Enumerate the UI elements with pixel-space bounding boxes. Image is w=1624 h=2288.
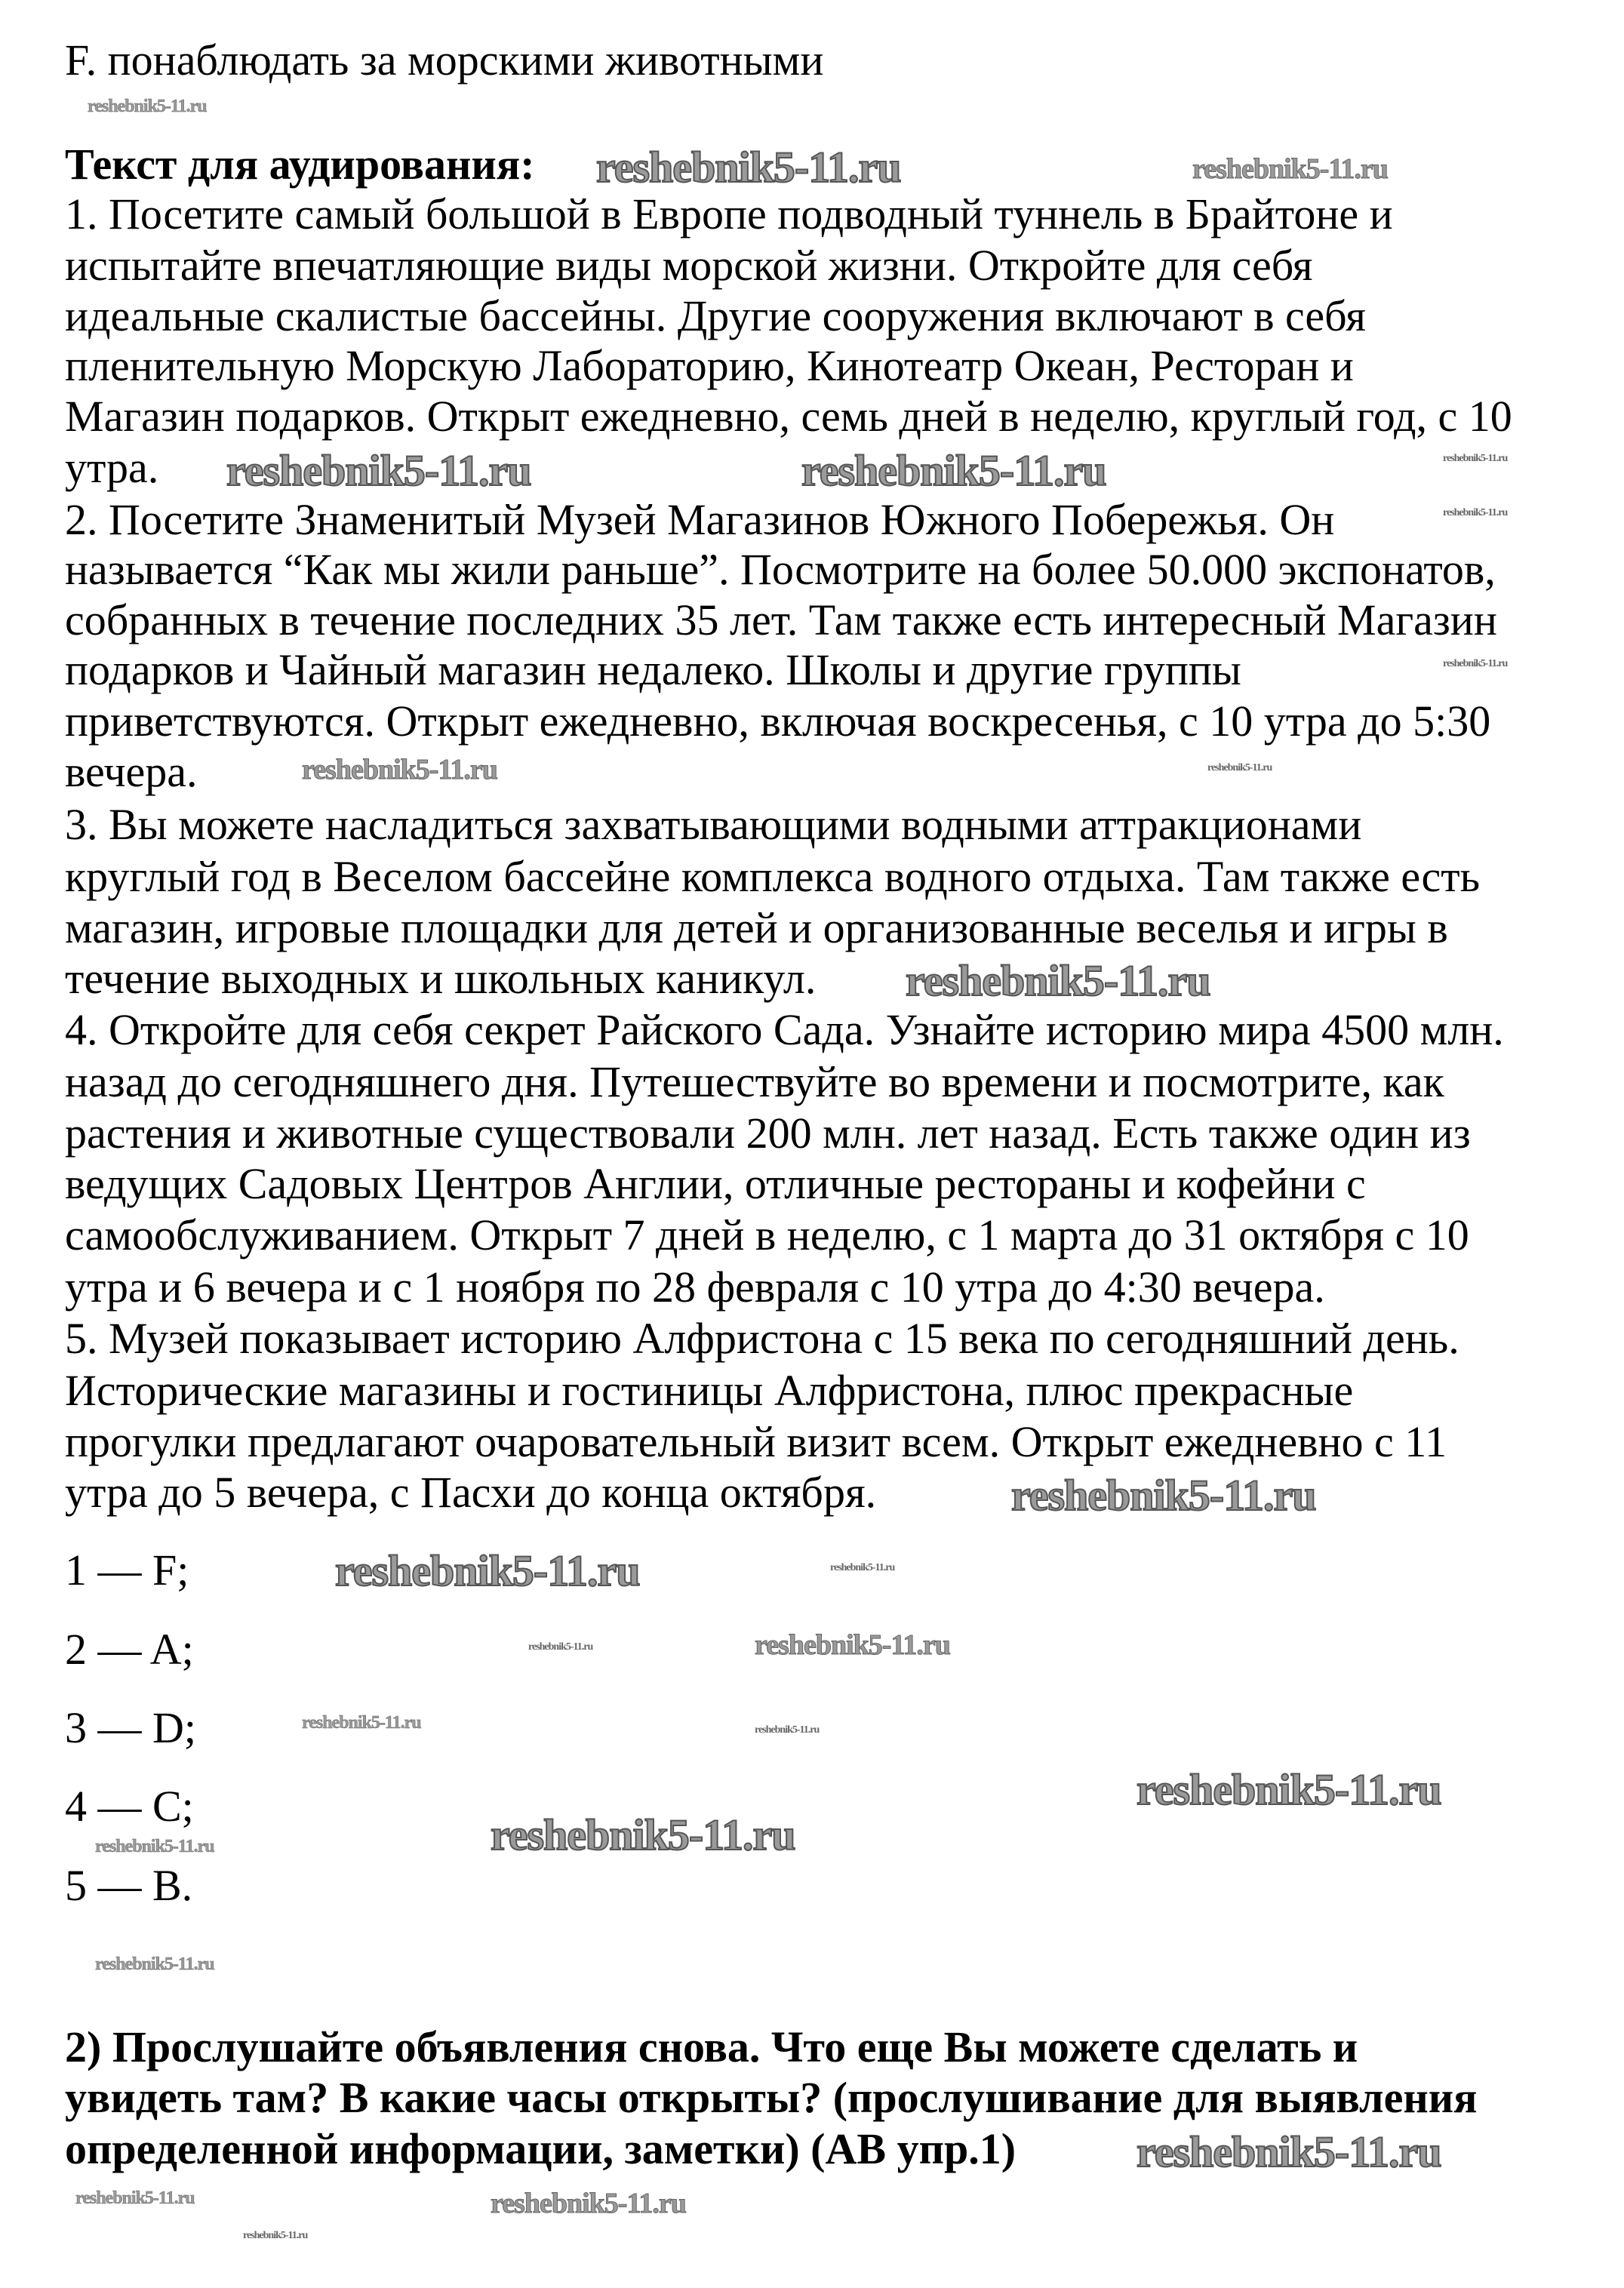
watermark: reshebnik5-11.ru [335, 1546, 640, 1595]
text-line: круглый год в Веселом бассейне комплекса водного отдыха. Там также есть [65, 852, 1481, 901]
watermark: reshebnik5-11.ru [243, 2230, 308, 2241]
text-line: назад до сегодняшнего дня. Путешествуйте во времени и посмотрите, как [65, 1057, 1444, 1106]
watermark: reshebnik5-11.ru [302, 754, 497, 786]
watermark: reshebnik5-11.ru [830, 1562, 895, 1573]
watermark: reshebnik5-11.ru [88, 97, 207, 116]
text-line: пленительную Морскую Лабораторию, Кинотеатр Океан, Ресторан и [65, 341, 1354, 390]
watermark: reshebnik5-11.ru [596, 143, 901, 192]
text-line: ведущих Садовых Центров Англии, отличные рестораны и кофейни с [65, 1159, 1366, 1208]
answer: 4 — C; [65, 1782, 194, 1831]
watermark: reshebnik5-11.ru [1443, 453, 1508, 464]
watermark: reshebnik5-11.ru [1443, 507, 1508, 518]
text-line: испытайте впечатляющие виды морской жизни. Откройте для себя [65, 241, 1313, 290]
answer: 3 — D; [65, 1703, 196, 1752]
watermark: reshebnik5-11.ru [906, 956, 1210, 1005]
watermark: reshebnik5-11.ru [226, 446, 531, 495]
watermark: reshebnik5-11.ru [95, 1954, 214, 1974]
text-line: подарков и Чайный магазин недалеко. Школы и другие группы [65, 645, 1241, 694]
watermark: reshebnik5-11.ru [1207, 762, 1272, 773]
text-line: утра. [65, 443, 159, 492]
watermark: reshebnik5-11.ru [755, 1629, 950, 1661]
text-line: магазин, игровые площадки для детей и организованные веселья и игры в [65, 903, 1448, 952]
answer: 5 — B. [65, 1861, 193, 1910]
watermark: reshebnik5-11.ru [528, 1641, 593, 1653]
watermark: reshebnik5-11.ru [1443, 658, 1508, 669]
watermark: reshebnik5-11.ru [95, 1837, 214, 1856]
watermark: reshebnik5-11.ru [1136, 1765, 1441, 1814]
watermark: reshebnik5-11.ru [491, 1810, 795, 1859]
text-line: собранных в течение последних 35 лет. Там также есть интересный Магазин [65, 595, 1497, 644]
watermark: reshebnik5-11.ru [1192, 153, 1388, 185]
answer: 2 — A; [65, 1625, 194, 1674]
option-f-line: F. понаблюдать за морскими животными [65, 35, 824, 85]
task-line: 2) Прослушайте объявления снова. Что еще Вы можете сделать и [65, 2022, 1358, 2071]
watermark: reshebnik5-11.ru [491, 2188, 686, 2219]
text-line: 4. Откройте для себя секрет Райского Сада. Узнайте историю мира 4500 млн. [65, 1005, 1504, 1054]
text-line: идеальные скалистые бассейны. Другие сооружения включают в себя [65, 291, 1366, 340]
watermark: reshebnik5-11.ru [302, 1713, 421, 1733]
text-line: самообслуживанием. Открыт 7 дней в неделю, с 1 марта до 31 октября с 10 [65, 1210, 1469, 1259]
watermark: reshebnik5-11.ru [75, 2188, 195, 2208]
text-line: утра до 5 вечера, с Пасхи до конца октября. [65, 1468, 877, 1517]
heading: Текст для аудирования: [65, 140, 535, 189]
text-line: 3. Вы можете насладиться захватывающими водными аттракционами [65, 800, 1362, 849]
text-line: течение выходных и школьных каникул. [65, 954, 817, 1003]
text-line: 1. Посетите самый большой в Европе подводный туннель в Брайтоне и [65, 189, 1393, 238]
text-line: вечера. [65, 747, 198, 796]
text-line: утра и 6 вечера и с 1 ноября по 28 февраля с 10 утра до 4:30 вечера. [65, 1262, 1325, 1312]
text-line: Исторические магазины и гостиницы Алфристона, плюс прекрасные [65, 1366, 1354, 1415]
text-line: 5. Музей показывает историю Алфристона с 15 века по сегодняшний день. [65, 1314, 1459, 1363]
text-line: 2. Посетите Знаменитый Музей Магазинов Южного Побережья. Он [65, 495, 1335, 544]
text-line: Магазин подарков. Открыт ежедневно, семь дней в неделю, круглый год, с 10 [65, 392, 1512, 441]
text-line: растения и животные существовали 200 млн. лет назад. Есть также один из [65, 1109, 1471, 1158]
watermark: reshebnik5-11.ru [1136, 2127, 1441, 2176]
watermark: reshebnik5-11.ru [755, 1724, 820, 1736]
answer: 1 — F; [65, 1545, 189, 1595]
watermark: reshebnik5-11.ru [801, 446, 1106, 495]
watermark: reshebnik5-11.ru [1011, 1471, 1316, 1520]
task-line: определенной информации, заметки) (AB упр.1) [65, 2124, 1017, 2173]
task-line: увидеть там? В какие часы открыты? (прослушивание для выявления [65, 2073, 1478, 2122]
text-line: приветствуются. Открыт ежедневно, включая воскресенья, с 10 утра до 5:30 [65, 697, 1491, 746]
text-line: называется “Как мы жили раньше”. Посмотрите на более 50.000 экспонатов, [65, 545, 1496, 594]
text-line: прогулки предлагают очаровательный визит всем. Открыт ежедневно с 11 [65, 1417, 1447, 1466]
